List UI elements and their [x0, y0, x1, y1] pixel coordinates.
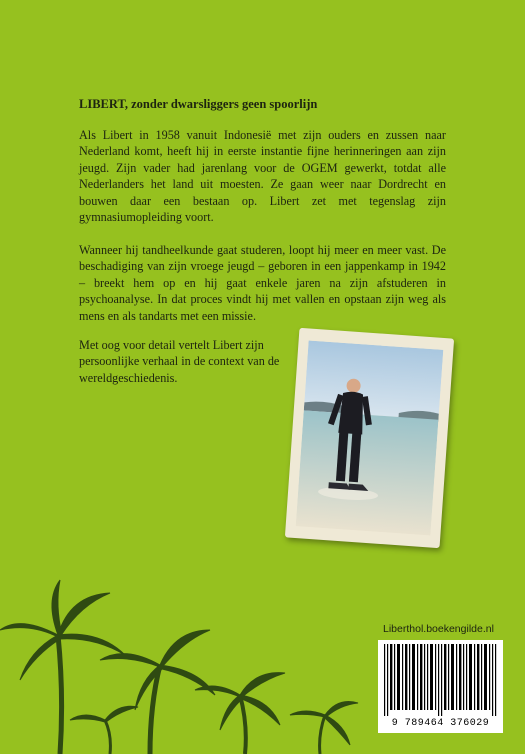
author-photo — [285, 328, 454, 548]
book-title: LIBERT, zonder dwarsliggers geen spoorlijn — [79, 97, 318, 111]
diver-on-beach-image — [296, 341, 444, 536]
isbn-number: 9 789464 376029 — [391, 718, 490, 729]
blurb-paragraph-3: Met oog voor detail vertelt Libert zijn persoonlijke verhaal in de context van de wereldgeschiedenis. — [79, 338, 280, 385]
blurb-paragraph-1: Als Libert in 1958 vanuit Indonesië met zijn ouders en zussen naar Nederland komt, heeft hij in eerste instantie fijne herinneringen aan zijn jeugd. Zijn vader had jarenlang voor de OGEM gewerkt, totdat alle Nederlanders het land uit moesten. Ze gaan weer naar Dordrecht en bouwen daar een bestaan op. Libert zet met tegenslag zijn gymnasiumopleiding voort. — [79, 128, 446, 225]
barcode-bars — [382, 644, 499, 716]
palm-trees-illustration — [0, 575, 360, 754]
website-url[interactable]: Liberthol.boekengilde.nl — [383, 623, 494, 635]
blurb-paragraph-2: Wanneer hij tandheelkunde gaat studeren, loopt hij meer en meer vast. De beschadiging van zijn vroege jeugd – geboren in een jappenkamp in 1942 – breekt hem op en hij gaat enkele jaren na zijn afstuderen in psychoanalyse. In dat proces vindt hij met vallen en opstaan zijn weg als mens en als tandarts met een missie. — [79, 243, 446, 323]
isbn-barcode — [378, 640, 503, 733]
